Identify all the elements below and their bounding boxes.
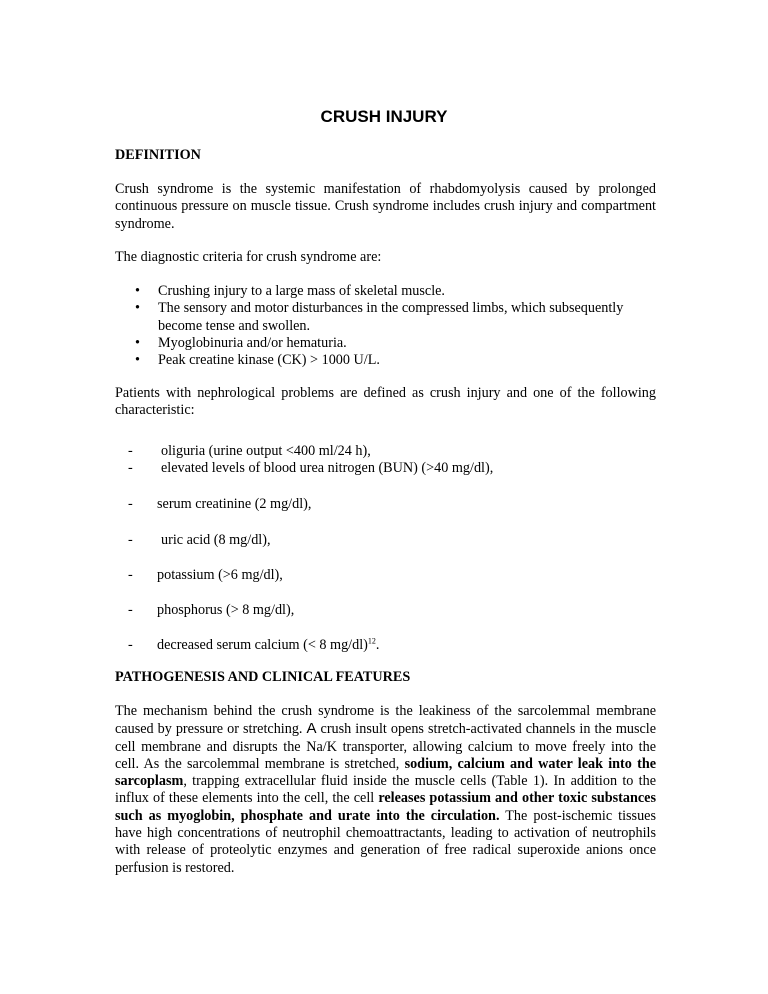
- list-item-text: decreased serum calcium (< 8 mg/dl): [157, 637, 368, 653]
- dash-marker: -: [128, 460, 133, 476]
- criteria-list: [115, 283, 656, 369]
- dash-marker: -: [128, 602, 133, 618]
- text: The post-ischemic tissues have high concentrations of neutrophil chemoattractants, leading to activation of neutrophils with release of proteolytic enzymes and generation of free radical superoxide anions once perfusion is restored.: [115, 807, 656, 876]
- dash-marker: -: [128, 496, 133, 512]
- text: crush insult opens stretch-activated channels in the muscle cell membrane and disrupts the Na/K transporter, allowing calcium to move freely into the cell. As the sarcolemmal membrane is stretched,: [115, 721, 657, 772]
- definition-paragraph: Crush syndrome is the systemic manifestation of rhabdomyolysis caused by prolonged continuous pressure on muscle tissue. Crush syndrome includes crush injury and compartment syndrome.: [115, 181, 656, 232]
- nephro-intro: Patients with nephrological problems are defined as crush injury and one of the following characteristic:: [115, 385, 656, 419]
- list-item: • Myoglobinuria and/or hematuria.: [115, 335, 656, 352]
- list-item: serum creatinine (2 mg/dl),: [157, 496, 312, 512]
- dash-marker: -: [128, 637, 133, 653]
- list-item-end: .: [375, 637, 380, 653]
- dash-marker: -: [128, 443, 133, 459]
- list-item: • Peak creatine kinase (CK) > 1000 U/L.: [115, 352, 656, 369]
- criteria-intro: The diagnostic criteria for crush syndrome are:: [115, 249, 382, 265]
- dash-marker: -: [128, 567, 133, 583]
- list-item: oliguria (urine output <400 ml/24 h),: [161, 443, 371, 459]
- definition-heading: DEFINITION: [115, 147, 201, 163]
- list-item: • Crushing injury to a large mass of skeletal muscle.: [115, 283, 656, 300]
- text: A: [306, 720, 317, 738]
- page-title: CRUSH INJURY: [320, 107, 448, 126]
- list-item: phosphorus (> 8 mg/dl),: [157, 602, 295, 618]
- text: The mechanism behind the crush syndrome is the leakiness of the sarcolemmal membrane caused by pressure or stretching.: [115, 703, 656, 738]
- reference-superscript: 12: [367, 636, 376, 646]
- bold-text: sodium, calcium and water leak into the sarcoplasm: [115, 755, 657, 790]
- pathogenesis-paragraph: [115, 703, 656, 877]
- list-item: uric acid (8 mg/dl),: [161, 532, 271, 548]
- list-item: [157, 637, 379, 654]
- bold-text: releases potassium and other toxic substances such as myoglobin, phosphate and urate into the circulation.: [115, 790, 656, 824]
- list-item: • The sensory and motor disturbances in the compressed limbs, which subsequently become tense and swollen.: [115, 300, 656, 335]
- pathogenesis-heading: PATHOGENESIS AND CLINICAL FEATURES: [115, 669, 411, 685]
- list-item: elevated levels of blood urea nitrogen (BUN) (>40 mg/dl),: [161, 460, 494, 476]
- dash-marker: -: [128, 532, 133, 548]
- text: , trapping extracellular fluid inside the muscle cells (Table 1). In addition to the influx of these elements into the cell, the cell: [115, 773, 656, 807]
- list-item: potassium (>6 mg/dl),: [157, 567, 283, 583]
